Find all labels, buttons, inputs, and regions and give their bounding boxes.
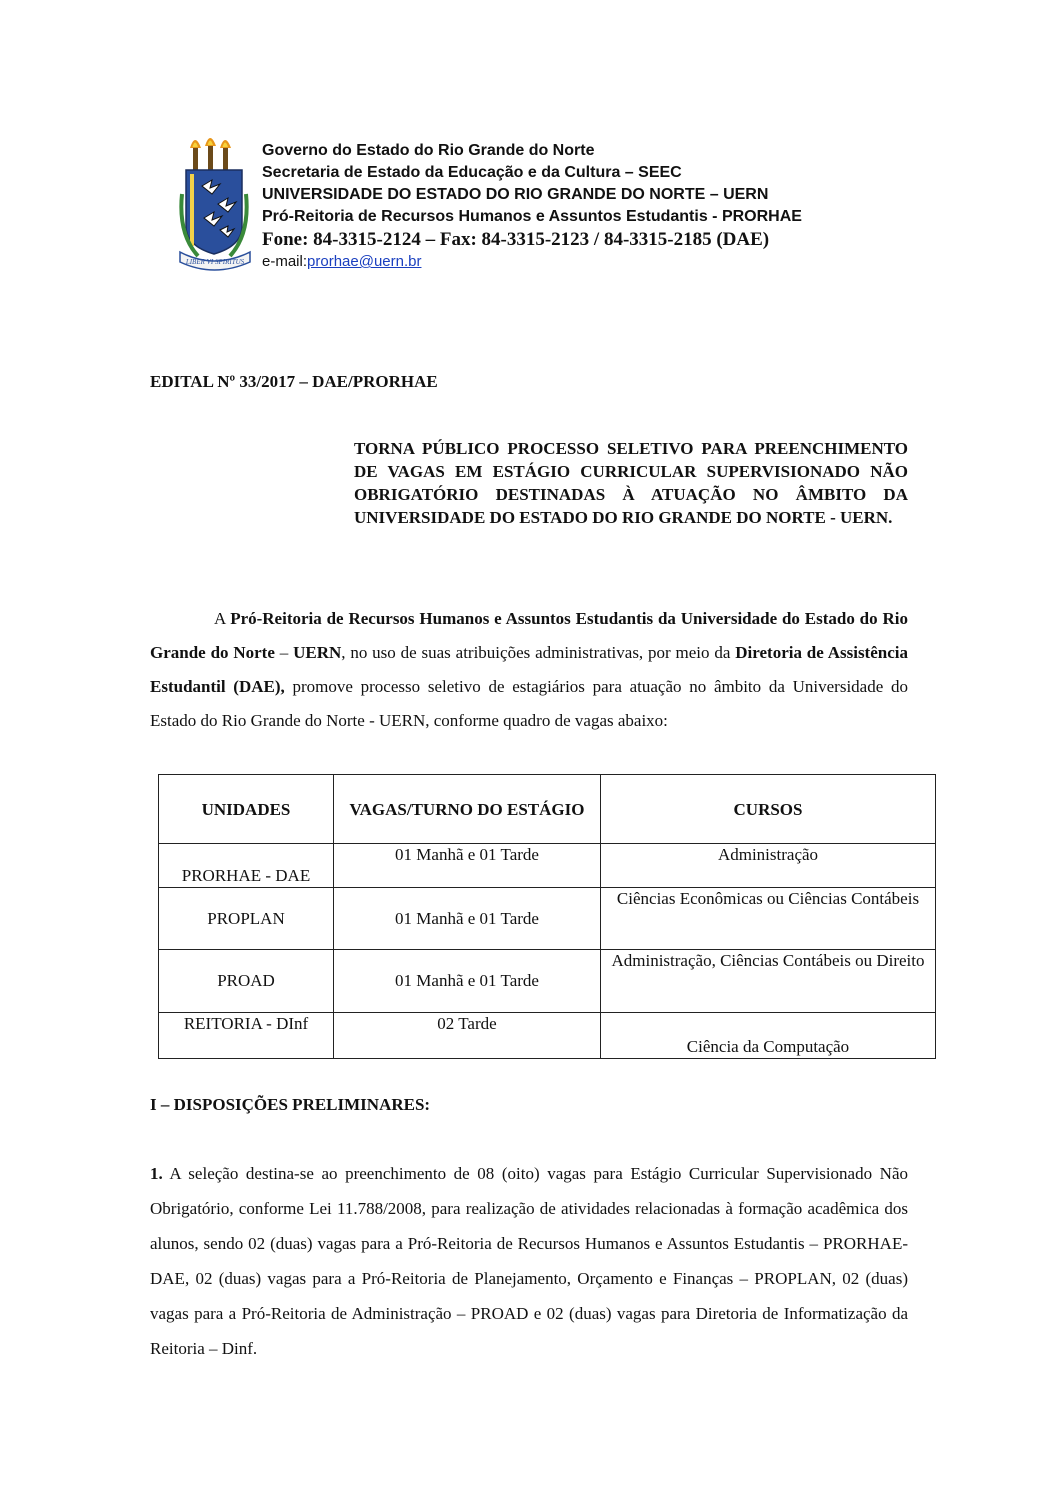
uern-coat-of-arms-logo [176, 134, 254, 274]
cell-cursos: Ciências Econômicas ou Ciências Contábeis [601, 888, 936, 950]
item-1-paragraph [150, 1156, 908, 1366]
table-row [159, 1013, 936, 1059]
cell-cursos: Administração [601, 844, 936, 888]
letterhead-email-line [262, 252, 802, 272]
cell-vagas: 01 Manhã e 01 Tarde [334, 950, 601, 1013]
torch-icon [205, 138, 216, 170]
letterhead-secretariat: Secretaria de Estado da Educação e da Cultura – SEEC [262, 164, 682, 181]
cell-vagas: 02 Tarde [334, 1013, 601, 1059]
torch-icon [220, 140, 231, 170]
vacancies-table [158, 774, 936, 1059]
cell-unidade: REITORIA - DInf [159, 1013, 334, 1059]
letterhead-government: Governo do Estado do Rio Grande do Norte [262, 142, 595, 159]
column-header-unidades: UNIDADES [159, 775, 334, 844]
intro-bold-prorhae: Pró-Reitoria de Recursos Humanos e Assuntos Estudantis da Universidade do Estado do Rio Grande do Norte [150, 609, 908, 662]
table-row [159, 888, 936, 950]
table-row [159, 950, 936, 1013]
item-text: A seleção destina-se ao preenchimento de 08 (oito) vagas para Estágio Curricular Supervisionado Não Obrigatório, conforme Lei 11.788/2008, para realização de atividades relacionadas à formação acadêmica dos alunos, sendo 02 (duas) vagas para a Pró-Reitoria de Recursos Humanos e Assuntos Estudantis – PRORHAE-DAE, 02 (duas) vagas para a Pró-Reitoria de Planejamento, Orçamento e Finanças – PROPLAN, 02 (duas) vagas para a Pró-Reitoria de Administração – PROAD e 02 (duas) vagas para Diretoria de Informatização da Reitoria – Dinf. [150, 1164, 908, 1358]
email-link[interactable]: prorhae@uern.br [307, 253, 422, 270]
cell-unidade: PROPLAN [159, 888, 334, 950]
column-header-vagas: VAGAS/TURNO DO ESTÁGIO [334, 775, 601, 844]
email-label: e-mail: [262, 253, 308, 270]
intro-paragraph [150, 602, 908, 738]
table-header-row [159, 775, 936, 844]
letterhead-university: UNIVERSIDADE DO ESTADO DO RIO GRANDE DO NORTE – UERN [262, 186, 769, 203]
cell-unidade: PROAD [159, 950, 334, 1013]
cell-cursos: Ciência da Computação [601, 1013, 936, 1059]
table-row [159, 844, 936, 888]
cell-vagas: 01 Manhã e 01 Tarde [334, 844, 601, 888]
cell-unidade: PRORHAE - DAE [159, 844, 334, 888]
letterhead-text [262, 140, 802, 272]
torch-icon [190, 140, 201, 170]
logo-motto: LIBER VI SPIRITUS [185, 258, 245, 266]
intro-bold-dae: Diretoria de Assistência Estudantil (DAE), [150, 643, 908, 696]
letterhead-phone: Fone: 84-3315-2124 – Fax: 84-3315-2123 / 84-3315-2185 (DAE) [262, 229, 770, 250]
edital-title: EDITAL Nº 33/2017 – DAE/PRORHAE [150, 372, 438, 391]
cell-cursos: Administração, Ciências Contábeis ou Direito [601, 950, 936, 1013]
cell-vagas: 01 Manhã e 01 Tarde [334, 888, 601, 950]
letterhead-prorectorate: Pró-Reitoria de Recursos Humanos e Assuntos Estudantis - PRORHAE [262, 208, 802, 225]
letterhead [176, 132, 956, 292]
intro-text: A [214, 609, 231, 628]
column-header-cursos: CURSOS [601, 775, 936, 844]
intro-bold-uern: UERN [293, 643, 342, 662]
intro-text: – [274, 643, 294, 662]
intro-text: , no uso de suas atribuições administrativas, por meio da [341, 643, 736, 662]
edital-summary: TORNA PÚBLICO PROCESSO SELETIVO PARA PREENCHIMENTO DE VAGAS EM ESTÁGIO CURRICULAR SUPERVISIONADO NÃO OBRIGATÓRIO DESTINADAS À ATUAÇÃO NO ÂMBITO DA UNIVERSIDADE DO ESTADO DO RIO GRANDE DO NORTE - UERN. [354, 439, 908, 527]
intro-text: promove processo seletivo de estagiários para atuação no âmbito da Universidade do Estado do Rio Grande do Norte - UERN, conforme quadro de vagas abaixo: [150, 677, 908, 730]
item-number: 1. [150, 1164, 163, 1183]
section-title-preliminary: I – DISPOSIÇÕES PRELIMINARES: [150, 1095, 431, 1114]
